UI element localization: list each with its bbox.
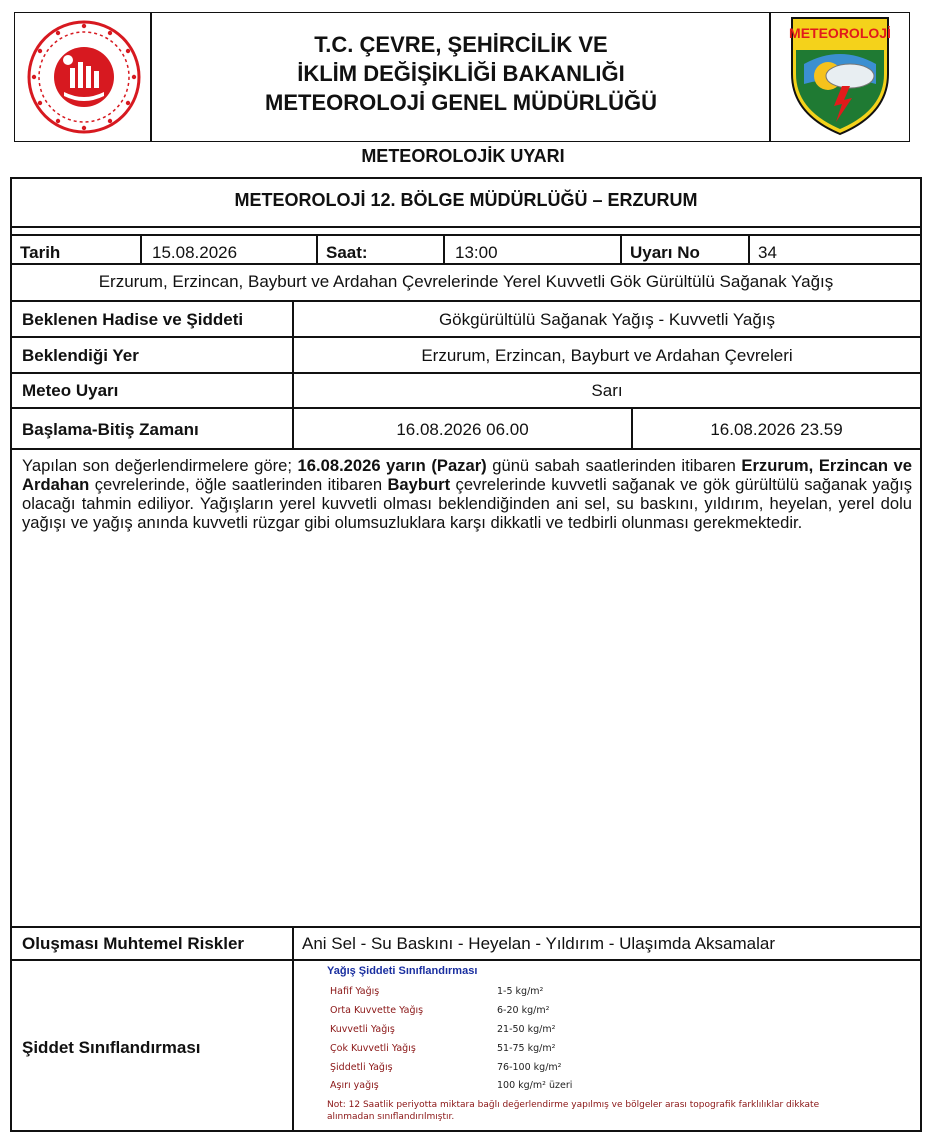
class-value: 76-100 kg/m²: [497, 1062, 562, 1073]
classification-label: Şiddet Sınıflandırması: [22, 1038, 201, 1057]
region-title: METEOROLOJİ 12. BÖLGE MÜDÜRLÜĞÜ – ERZURUM: [234, 190, 698, 210]
class-name: Hafif Yağış: [330, 986, 380, 997]
time-label: Saat:: [326, 243, 368, 262]
class-name: Şiddetli Yağış: [330, 1062, 393, 1073]
class-value: 100 kg/m² üzeri: [497, 1080, 573, 1091]
logo-text: METEOROLOJİ: [789, 25, 891, 41]
class-name: Çok Kuvvetli Yağış: [330, 1043, 416, 1054]
warning-no-value: 34: [758, 243, 777, 262]
class-name: Kuvvetli Yağış: [330, 1024, 395, 1035]
class-value: 21-50 kg/m²: [497, 1024, 556, 1035]
document-title: METEOROLOJİK UYARI: [361, 146, 565, 166]
warning-no-label: Uyarı No: [630, 243, 700, 262]
ministry-emblem-logo: [24, 16, 144, 138]
class-name: Orta Kuvvette Yağış: [330, 1005, 424, 1016]
ministry-title: [152, 30, 770, 117]
level-value: Sarı: [591, 381, 623, 400]
event-value: Gökgürültülü Sağanak Yağış - Kuvvetli Yağış: [438, 310, 776, 329]
end-time-value: 16.08.2026 23.59: [710, 420, 843, 439]
classification-note: Not: 12 Saatlik periyotta miktara bağlı değerlendirme yapılmış ve bölgeler arası topografik farklılıklar dikkate alınmadan sınıflandırılmıştır.: [327, 1100, 820, 1122]
class-value: 51-75 kg/m²: [497, 1043, 556, 1054]
risks-value: Ani Sel - Su Baskını - Heyelan - Yıldırım - Ulaşımda Aksamalar: [302, 934, 776, 953]
level-label: Meteo Uyarı: [22, 381, 119, 400]
risks-label: Oluşması Muhtemel Riskler: [22, 934, 245, 953]
ministry-title-line3: METEOROLOJİ GENEL MÜDÜRLÜĞÜ: [265, 90, 657, 115]
class-value: 1-5 kg/m²: [497, 986, 544, 997]
ministry-title-line2: İKLİM DEĞİŞİKLİĞİ BAKANLIĞI: [297, 61, 625, 86]
date-value: 15.08.2026: [152, 243, 238, 262]
place-label: Beklendiği Yer: [22, 346, 139, 365]
ministry-title-line1: T.C. ÇEVRE, ŞEHİRCİLİK VE: [314, 32, 608, 57]
class-value: 6-20 kg/m²: [497, 1005, 550, 1016]
warning-description: Yapılan son değerlendirmelere göre; 16.08.2026 yarın (Pazar) günü sabah saatlerinden itibaren Erzurum, Erzincan ve Ardahan çevrelerinde, öğle saatlerinden itibaren Bayburt çevrelerinde kuvvetli sağanak ve gök gürültülü sağanak yağış olacağı tahmin ediliyor. Yağışların yerel kuvvetli olması beklendiğinden ani sel, su baskını, yıldırım, heyelan, yerel dolu yağışı ve yağış anında kuvvetli rüzgar gibi olumsuzluklara karşı dikkatli ve tedbirli olunması gerekmektedir.: [22, 456, 913, 532]
meteoroloji-shield-logo: [784, 14, 896, 138]
start-time-value: 16.08.2026 06.00: [396, 420, 529, 439]
class-name: Aşırı yağış: [330, 1080, 379, 1091]
time-value: 13:00: [455, 243, 498, 262]
place-value: Erzurum, Erzincan, Bayburt ve Ardahan Çevreleri: [421, 346, 793, 365]
date-label: Tarih: [20, 243, 61, 262]
warning-headline: Erzurum, Erzincan, Bayburt ve Ardahan Çevrelerinde Yerel Kuvvetli Gök Gürültülü Sağanak Yağış: [98, 272, 834, 291]
classification-title: Yağış Şiddeti Sınıflandırması: [327, 965, 478, 977]
time-range-label: Başlama-Bitiş Zamanı: [22, 420, 199, 439]
event-label: Beklenen Hadise ve Şiddeti: [22, 310, 244, 329]
